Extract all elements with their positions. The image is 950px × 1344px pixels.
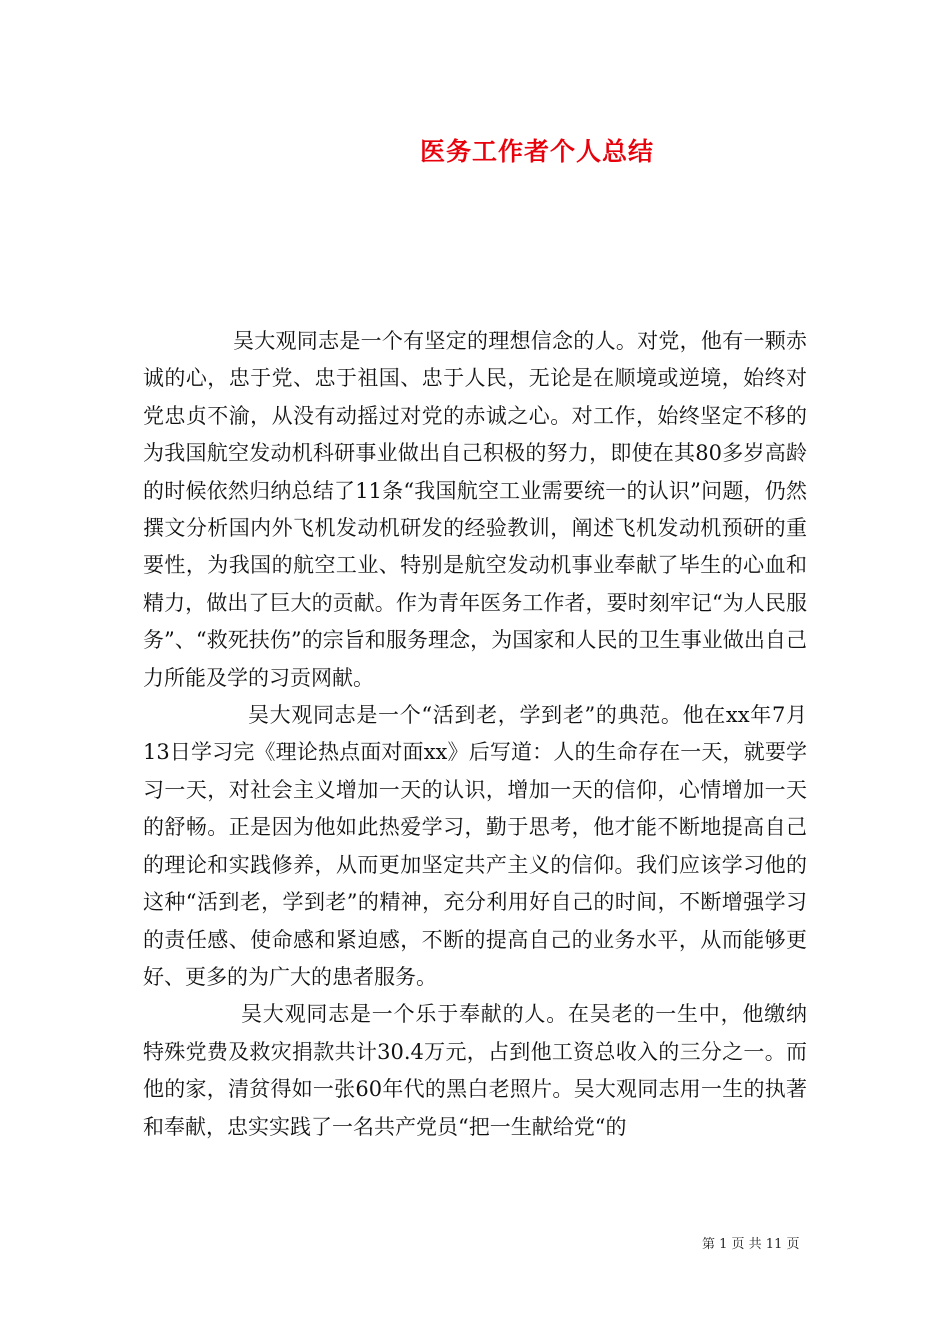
- paragraph-1: 吴大观同志是一个有坚定的理想信念的人。对党，他有一颗赤诚的心，忠于党、忠于祖国、忠于人民，无论是在顺境或逆境，始终对党忠贞不渝，从没有动摇过对党的赤诚之心。对工作，始终坚定不移的为我国航空发动机科研事业做出自己积极的努力，即使在其80多岁高龄的时候依然归纳总结了11条“我国航空工业需要统一的认识”问题，仍然撰文分析国内外飞机发动机研发的经验教训，阐述飞机发动机预研的重要性，为我国的航空工业、特别是航空发动机事业奉献了毕生的心血和精力，做出了巨大的贡献。作为青年医务工作者，要时刻牢记“为人民服务”、“救死扶伤”的宗旨和服务理念，为国家和人民的卫生事业做出自己力所能及学的习贡网献。: [143, 329, 807, 690]
- document-body: [143, 323, 807, 1146]
- page-number: 第 1 页 共 11 页: [702, 1237, 800, 1252]
- paragraph-2: 吴大观同志是一个“活到老，学到老”的典范。他在xx年7月13日学习完《理论热点面对面xx》后写道：人的生命存在一天，就要学习一天，对社会主义增加一天的认识，增加一天的信仰，心情增加一天的舒畅。正是因为他如此热爱学习，勤于思考，他才能不断地提高自己的理论和实践修养，从而更加坚定共产主义的信仰。我们应该学习他的这种“活到老，学到老”的精神，充分利用好自己的时间，不断增强学习的责任感、使命感和紧迫感，不断的提高自己的业务水平，从而能够更好、更多的为广大的患者服务。: [143, 703, 807, 989]
- document-title: 医务工作者个人总结: [420, 137, 655, 166]
- paragraph-3: 吴大观同志是一个乐于奉献的人。在吴老的一生中，他缴纳特殊党费及救灾捐款共计30.4万元，占到他工资总收入的三分之一。而他的家，清贫得如一张60年代的黑白老照片。吴大观同志用一生的执著和奉献，忠实实践了一名共产党员“把一生献给党“的: [143, 1002, 807, 1139]
